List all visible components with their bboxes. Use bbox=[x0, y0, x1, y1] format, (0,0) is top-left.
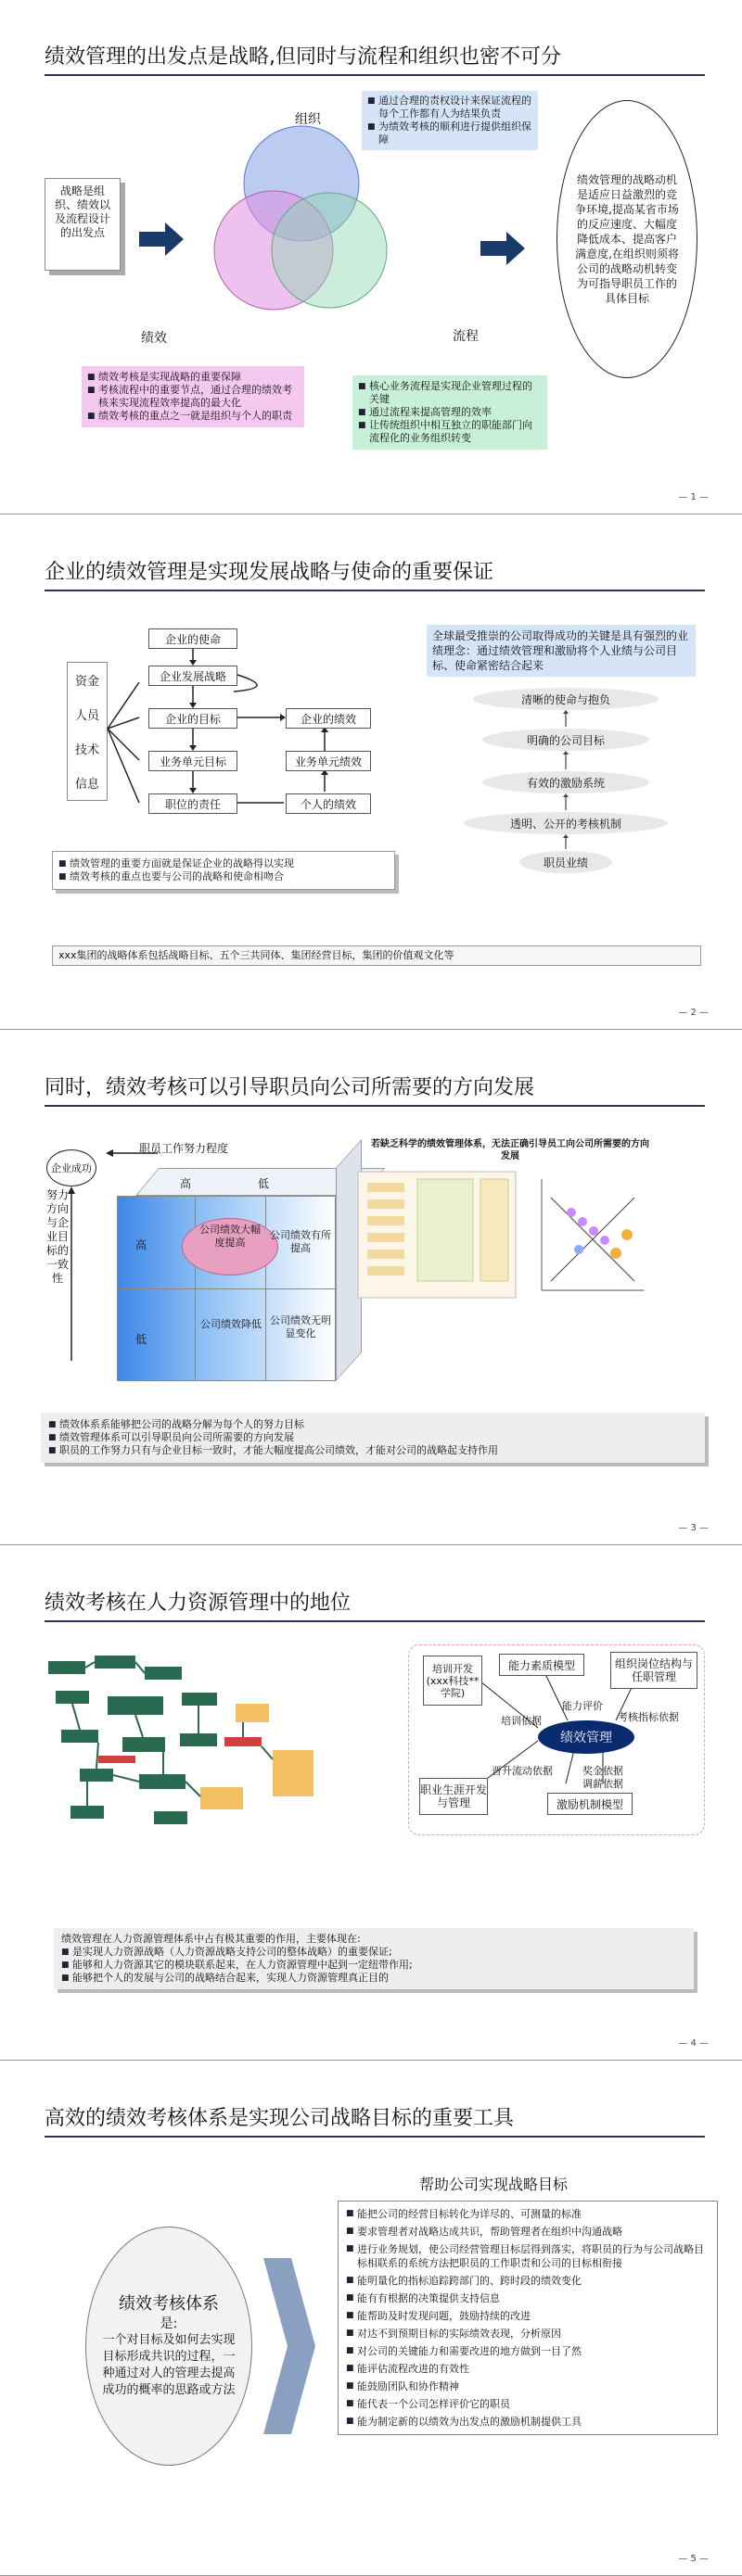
resource-label: 资金 bbox=[74, 675, 99, 689]
perf-bullets bbox=[82, 366, 304, 427]
center-label: 绩效管理 bbox=[560, 1731, 612, 1745]
slide-title: 绩效考核在人力资源管理中的地位 bbox=[45, 1592, 352, 1615]
note-box: 全球最受推崇的公司取得成功的关键是具有强烈的业绩理念：通过绩效管理和激励将个人业绩与公司目标、使命紧密结合起来 bbox=[427, 625, 696, 677]
system-title: 绩效考核体系 bbox=[119, 2294, 219, 2314]
resource-label: 技术 bbox=[74, 743, 99, 757]
bullet: ■ 能够和人力资源其它的模块联系起来，在人力资源管理中起到一定纽带作用; bbox=[61, 1959, 686, 1972]
bullet: ■ 进行业务规划，使公司经营管理目标层得到落实，将职员的行为与公司战略目标相联系的系统方法把职员的工作职责和公司的目标相衔接 bbox=[346, 2242, 710, 2270]
summary-box bbox=[54, 1928, 694, 1989]
perf-bullet: ■ 考核流程中的重要节点，通过合理的绩效考核来实现流程效率提高的最大化 bbox=[87, 384, 299, 410]
arrow-right-icon bbox=[480, 232, 527, 265]
perf-label: 绩效 bbox=[141, 331, 167, 346]
page-number: — 5 — bbox=[678, 2554, 709, 2564]
col-head: 低 bbox=[258, 1177, 270, 1190]
matrix-divider bbox=[117, 1288, 336, 1289]
slide-title: 同时，绩效考核可以引导职员向公司所需要的方向发展 bbox=[45, 1076, 535, 1099]
org-bullet: ■ 通过合理的责权设计来保证流程的每个工作都有人为结果负责 bbox=[367, 95, 532, 121]
matrix bbox=[109, 1168, 369, 1390]
bullet: ■ 对公司的关键能力和需要改进的地方做到一目了然 bbox=[346, 2344, 710, 2358]
matrix-divider bbox=[265, 1196, 266, 1381]
bottom-bullets bbox=[52, 851, 395, 890]
ladder bbox=[464, 688, 668, 873]
matrix-cell: 公司绩效无明显变化 bbox=[270, 1314, 331, 1339]
org-bullets bbox=[362, 91, 538, 150]
company-success-text: 企业成功 bbox=[51, 1161, 92, 1174]
bullet: ■ 能代表一个公司怎样评价它的职员 bbox=[346, 2397, 710, 2411]
chain-item: 企业的使命 bbox=[148, 628, 237, 649]
process-bullets bbox=[352, 375, 547, 450]
slide-5 bbox=[0, 2062, 742, 2576]
slide-title: 高效的绩效考核体系是实现公司战略目标的重要工具 bbox=[45, 2107, 515, 2130]
arrow-right-icon bbox=[139, 222, 186, 256]
system-ellipse bbox=[85, 2227, 252, 2466]
chain-item: 企业的目标 bbox=[148, 708, 237, 729]
title-rule bbox=[45, 1105, 705, 1107]
page-number: — 2 — bbox=[678, 1008, 709, 1018]
bullet: ■ 能把公司的经营目标转化为详尽的、可测量的标准 bbox=[346, 2207, 710, 2221]
hr-node: 能力素质模型 bbox=[499, 1654, 584, 1676]
bullet: ■ 要求管理者对战略达成共识，帮助管理者在组织中沟通战略 bbox=[346, 2225, 710, 2239]
slide-2 bbox=[0, 515, 742, 1030]
hr-process-map bbox=[43, 1648, 321, 1843]
slide-title: 绩效管理的出发点是战略,但同时与流程和组织也密不可分 bbox=[45, 45, 561, 69]
bullet: ■ 对达不到预期目标的实际绩效表现，分析原因 bbox=[346, 2327, 710, 2341]
ladder-step: 清晰的使命与抱负 bbox=[473, 688, 659, 710]
system-body: 一个对目标及如何去实现目标形成共识的过程，一种通过对人的管理去提高成功的概率的思路或方法 bbox=[102, 2333, 236, 2397]
slide-3 bbox=[0, 1031, 742, 1545]
hr-node: 组织岗位结构与任职管理 bbox=[610, 1652, 697, 1689]
page-number: — 3 — bbox=[678, 1523, 709, 1533]
resource-label: 人员 bbox=[74, 709, 99, 723]
edge-label: 晋升流动依据 bbox=[492, 1765, 553, 1777]
edge-label: 培训依据 bbox=[501, 1715, 542, 1727]
slide-title: 企业的绩效管理是实现发展战略与使命的重要保证 bbox=[45, 561, 494, 584]
bullet: ■ 能够把个人的发展与公司的战略结合起来，实现人力资源管理真正目的 bbox=[61, 1972, 686, 1985]
bullet: ■ 绩效体系系能够把公司的战略分解为每个人的努力目标 bbox=[48, 1418, 697, 1431]
title-rule bbox=[45, 1620, 705, 1622]
center-ellipse bbox=[538, 1720, 634, 1754]
matrix-cell: 公司绩效大幅度提高 bbox=[199, 1224, 261, 1249]
ladder-step: 透明、公开的考核机制 bbox=[464, 812, 668, 834]
matrix-cell: 公司绩效降低 bbox=[200, 1318, 262, 1330]
bullet: ■ 能有有根据的决策提供支持信息 bbox=[346, 2291, 710, 2305]
hr-node: 职业生涯开发与管理 bbox=[419, 1778, 488, 1815]
right-caption: 若缺乏科学的绩效管理体系，无法正确引导员工向公司所需要的方向发展 bbox=[371, 1139, 649, 1161]
summary-bullets bbox=[61, 1946, 686, 1985]
edge-label: 调薪依据 bbox=[582, 1778, 623, 1790]
misaligned-flow-figure bbox=[356, 1170, 653, 1309]
title-rule bbox=[45, 2136, 705, 2138]
chain-item: 企业发展战略 bbox=[148, 666, 237, 686]
ladder-arrows bbox=[464, 688, 668, 873]
perf-bullet: ■ 绩效考核的重点之一就是组织与个人的职责 bbox=[87, 410, 299, 423]
bullet: ■ 能评估流程改进的有效性 bbox=[346, 2362, 710, 2376]
bullet: ■ 能鼓励团队和协作精神 bbox=[346, 2379, 710, 2393]
footer-note: xxx集团的战略体系包括战略目标、五个三共同体、集团经营目标，集团的价值观文化等 bbox=[52, 945, 701, 966]
chain-item: 职位的责任 bbox=[148, 793, 237, 814]
system-is: 是: bbox=[160, 2316, 178, 2331]
benefit-bullets bbox=[338, 2201, 718, 2435]
ladder-step: 有效的激励系统 bbox=[482, 771, 649, 793]
org-bullet: ■ 为绩效考核的顺利进行提供组织保障 bbox=[367, 121, 532, 146]
bullet: ■ 绩效管理体系可以引导职员向公司所需要的方向发展 bbox=[48, 1431, 697, 1444]
edge-label: 能力评价 bbox=[562, 1700, 603, 1712]
process-bullet: ■ 核心业务流程是实现企业管理过程的关键 bbox=[358, 380, 542, 406]
row-head: 高 bbox=[135, 1238, 147, 1251]
strategy-box: 战略是组织、绩效以及流程设计的出发点 bbox=[45, 178, 121, 271]
vertical-label: 努力方向与企业目标的一致性 bbox=[46, 1188, 70, 1285]
col-head: 高 bbox=[180, 1177, 192, 1190]
bullet: ■ 绩效考核的重点也要与公司的战略和使命相吻合 bbox=[58, 870, 389, 883]
bullet: ■ 绩效管理的重要方面就是保证企业的战略得以实现 bbox=[58, 857, 389, 870]
edge-label: 奖金依据 bbox=[582, 1765, 623, 1777]
bottom-bullets bbox=[41, 1413, 705, 1463]
bullet: ■ 职员的工作努力只有与企业目标一致时，才能大幅度提高公司绩效，才能对公司的战略起支持作用 bbox=[48, 1444, 697, 1457]
ladder-step: 明确的公司目标 bbox=[482, 729, 649, 751]
chain-item: 业务单元目标 bbox=[148, 751, 237, 771]
effort-label: 职员工作努力程度 bbox=[139, 1142, 229, 1155]
row-head: 低 bbox=[135, 1333, 147, 1346]
matrix-divider bbox=[195, 1196, 196, 1381]
process-bullet: ■ 让传统组织中相互独立的职能部门向流程化的业务组织转变 bbox=[358, 419, 542, 445]
matrix-cell: 公司绩效有所提高 bbox=[270, 1229, 331, 1254]
resource-label: 信息 bbox=[74, 778, 99, 792]
strategy-motive-text: 绩效管理的战略动机是适应日益激烈的竞争环境,提高某省市场的反应速度、大幅度降低成本、提高客户满意度,在组织则须将公司的战略动机转变为可指导职员工作的具体目标 bbox=[575, 173, 679, 305]
org-label: 组织 bbox=[295, 112, 321, 127]
slide-4 bbox=[0, 1546, 742, 2061]
perf-bullet: ■ 绩效考核是实现战略的重要保障 bbox=[87, 371, 299, 384]
edge-label: 考核指标依据 bbox=[618, 1711, 679, 1723]
ladder-step: 职员业绩 bbox=[519, 851, 612, 873]
hr-node: 激励机制模型 bbox=[547, 1793, 633, 1815]
page-number: — 4 — bbox=[678, 2038, 709, 2049]
bullet: ■ 能帮助及时发现问题，鼓励持续的改进 bbox=[346, 2309, 710, 2323]
strategy-motive-ellipse bbox=[556, 100, 697, 378]
process-bullet: ■ 通过流程来提高管理的效率 bbox=[358, 406, 542, 419]
title-rule bbox=[45, 74, 705, 76]
process-circle bbox=[272, 193, 387, 308]
page-number: — 1 — bbox=[678, 492, 709, 502]
bullet: ■ 能明量化的指标追踪跨部门的、跨时段的绩效变化 bbox=[346, 2274, 710, 2288]
process-label: 流程 bbox=[453, 329, 479, 344]
slide-1 bbox=[0, 0, 742, 514]
perf-chain-item: 业务单元绩效 bbox=[286, 751, 371, 771]
help-heading: 帮助公司实现战略目标 bbox=[419, 2176, 569, 2193]
perf-chain-item: 企业的绩效 bbox=[286, 708, 371, 729]
bullet: ■ 是实现人力资源战略（人力资源战略支持公司的整体战略）的重要保证; bbox=[61, 1946, 686, 1959]
perf-chain-item: 个人的绩效 bbox=[286, 793, 371, 814]
bullet: ■ 能为制定新的以绩效为出发点的激励机制提供工具 bbox=[346, 2415, 710, 2429]
summary-intro: 绩效管理在人力资源管理体系中占有极其重要的作用，主要体现在: bbox=[61, 1933, 361, 1945]
hr-node: 培训开发(xxx科技**学院) bbox=[423, 1656, 482, 1706]
chevron-right-icon bbox=[263, 2258, 315, 2434]
